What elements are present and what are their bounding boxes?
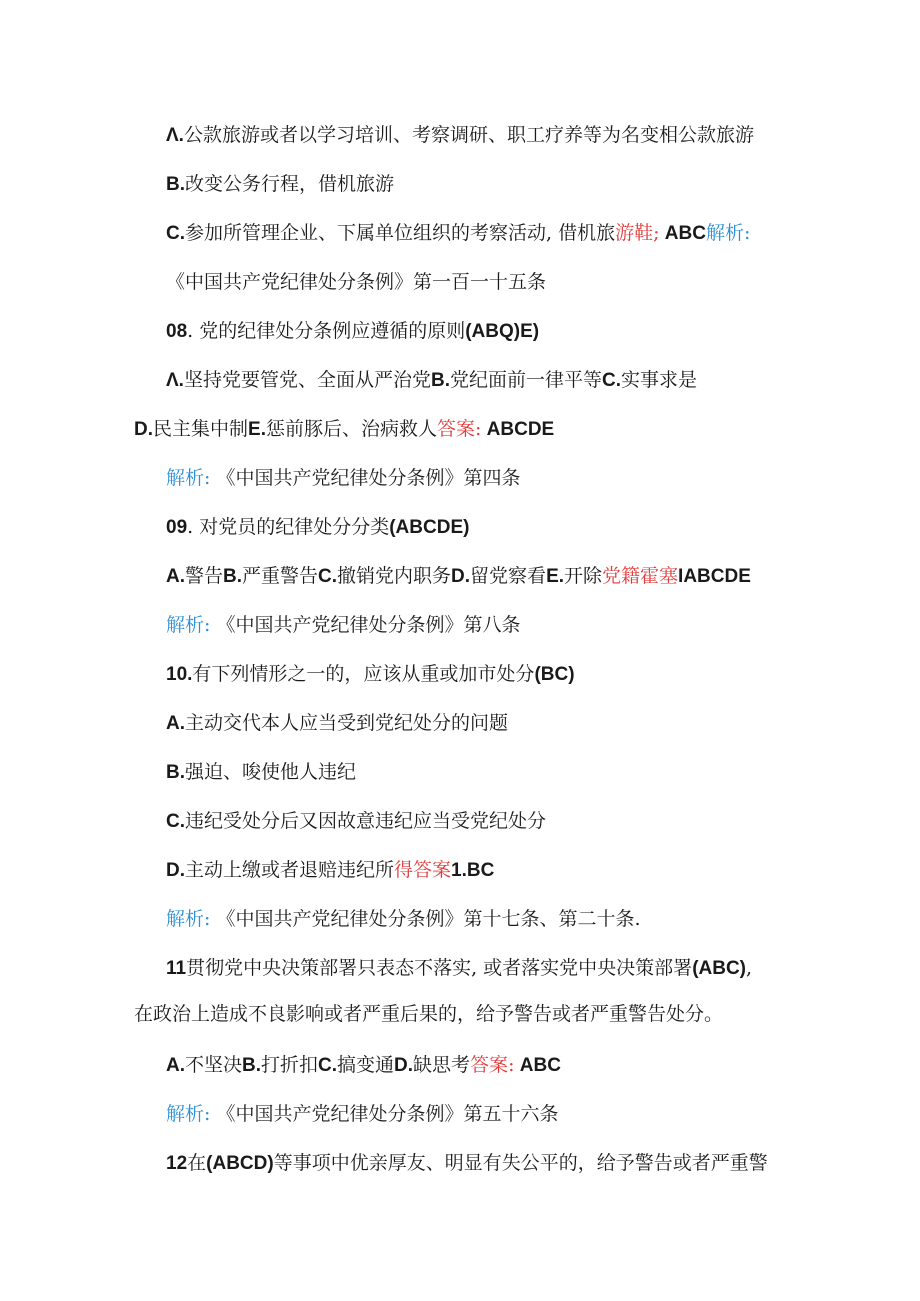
text-segment: 坚持党要管党、全面从严治党 xyxy=(183,369,431,391)
answer-marker: 答案: xyxy=(470,1054,515,1076)
option-label: E. xyxy=(248,419,266,440)
question-line xyxy=(166,954,752,982)
text-line xyxy=(166,1051,561,1079)
answer-value: 1.BC xyxy=(451,860,495,881)
option-label: C. xyxy=(318,1055,338,1076)
question-line xyxy=(166,1149,768,1177)
text-segment: 不坚决 xyxy=(185,1054,243,1076)
option-label: A. xyxy=(166,566,185,587)
answer-marker: 得答案 xyxy=(394,859,452,881)
question-number: 08 xyxy=(166,321,188,342)
text-segment: 在政治上造成不良影响或者严重后果的，给予警告或者严重警告处分。 xyxy=(134,1003,724,1025)
text-segment: 《中国共产党纪律处分条例》第四条 xyxy=(210,467,521,489)
text-segment: . 党的纪律处分条例应遵循的原则 xyxy=(187,320,466,342)
answer-value: (ABQ)E) xyxy=(465,321,540,342)
analysis-line xyxy=(166,1100,558,1128)
answer-marker: 游鞋; xyxy=(615,222,660,244)
answer-value: IABCDE xyxy=(678,566,751,587)
question-number: 12 xyxy=(166,1153,188,1174)
text-segment: 《中国共产党纪律处分条例》第一百一十五条 xyxy=(166,271,547,293)
option-label: D. xyxy=(394,1055,414,1076)
text-segment: 严重警告 xyxy=(242,565,319,587)
text-segment: 实事求是 xyxy=(620,369,697,391)
text-line xyxy=(134,415,554,443)
answer-value: (ABCDE) xyxy=(389,517,470,538)
answer-value: (ABCD) xyxy=(206,1153,274,1174)
option-label: B. xyxy=(242,1055,262,1076)
option-label: A. xyxy=(166,713,185,734)
text-segment: 《中国共产党纪律处分条例》第十七条、第二十条. xyxy=(210,908,641,930)
text-segment: 主动交代本人应当受到党纪处分的问题 xyxy=(185,712,509,734)
option-label: A. xyxy=(166,1055,185,1076)
option-label: E. xyxy=(546,566,565,587)
text-line xyxy=(166,219,750,247)
text-segment: 开除 xyxy=(564,565,603,587)
analysis-line xyxy=(166,611,520,639)
text-segment: 打折扣 xyxy=(261,1054,319,1076)
text-segment: , xyxy=(746,957,753,979)
option-label: B. xyxy=(166,762,185,783)
text-segment: 《中国共产党纪律处分条例》第五十六条 xyxy=(210,1103,559,1125)
answer-marker: 答案: xyxy=(436,418,482,440)
option-label: Λ. xyxy=(166,370,184,391)
option-label: C. xyxy=(318,566,338,587)
answer-value: (BC) xyxy=(534,664,575,685)
question-line xyxy=(166,660,575,688)
text-segment: 公款旅游或者以学习培训、考察调研、职工疗养等为名变相公款旅游 xyxy=(183,124,754,146)
question-number: 10. xyxy=(166,664,193,685)
text-segment: 缺思考 xyxy=(413,1054,471,1076)
text-segment: 搞变通 xyxy=(337,1054,395,1076)
option-label: C. xyxy=(166,811,185,832)
analysis-label: 解析: xyxy=(166,467,211,489)
text-line xyxy=(166,366,697,394)
question-line xyxy=(166,317,539,345)
option-label: B. xyxy=(166,174,185,195)
text-segment: 惩前豚后、治病救人 xyxy=(265,418,437,440)
question-number: 11 xyxy=(166,958,187,979)
text-segment: 撤销党内职务 xyxy=(337,565,452,587)
text-segment: 参加所管理企业、下属单位组织的考察活动, 借机旅 xyxy=(185,222,616,244)
answer-marker: 党籍霍塞 xyxy=(602,565,679,587)
answer-value: ABC xyxy=(659,223,706,244)
text-segment: 警告 xyxy=(185,565,224,587)
text-segment: 改变公务行程，借机旅游 xyxy=(185,173,395,195)
option-label: C. xyxy=(166,223,185,244)
analysis-label: 解析: xyxy=(166,614,211,636)
analysis-label: 解析: xyxy=(705,222,751,244)
text-line xyxy=(166,562,751,590)
text-segment: 贯彻党中央决策部署只表态不落实, 或者落实党中央决策部署 xyxy=(186,957,693,979)
analysis-label: 解析: xyxy=(166,908,211,930)
text-line xyxy=(134,1000,723,1028)
text-line xyxy=(166,807,546,835)
text-line xyxy=(166,709,508,737)
text-segment: 有下列情形之一的，应该从重或加市处分 xyxy=(192,663,535,685)
text-segment: 留党察看 xyxy=(470,565,547,587)
analysis-label: 解析: xyxy=(166,1103,211,1125)
text-line xyxy=(166,268,546,296)
analysis-line xyxy=(166,464,520,492)
text-segment: 强迫、唆使他人违纪 xyxy=(185,761,357,783)
option-label: C. xyxy=(601,370,621,391)
option-label: D. xyxy=(166,860,185,881)
option-label: D. xyxy=(451,566,471,587)
option-label: Λ. xyxy=(166,125,184,146)
answer-value: ABC xyxy=(514,1055,561,1076)
option-label: B. xyxy=(223,566,243,587)
question-line xyxy=(166,513,469,541)
text-segment: 等事项中优亲厚友、明显有失公平的，给予警告或者严重警 xyxy=(273,1152,768,1174)
answer-value: ABCDE xyxy=(481,419,555,440)
text-line xyxy=(166,121,754,149)
text-segment: 主动上缴或者退赔违纪所 xyxy=(185,859,395,881)
analysis-line xyxy=(166,905,641,933)
text-segment: 党纪面前一律平等 xyxy=(449,369,602,391)
text-line xyxy=(166,856,494,884)
text-line xyxy=(166,170,394,198)
question-number: 09 xyxy=(166,517,188,538)
text-segment: 民主集中制 xyxy=(153,418,249,440)
option-label: B. xyxy=(430,370,450,391)
text-line xyxy=(166,758,356,786)
text-segment: 在 xyxy=(187,1152,207,1174)
answer-value: (ABC) xyxy=(692,958,747,979)
text-segment: 违纪受处分后又因故意违纪应当受党纪处分 xyxy=(185,810,547,832)
text-segment: 《中国共产党纪律处分条例》第八条 xyxy=(210,614,521,636)
option-label: D. xyxy=(134,419,153,440)
text-segment: . 对党员的纪律处分分类 xyxy=(187,516,390,538)
